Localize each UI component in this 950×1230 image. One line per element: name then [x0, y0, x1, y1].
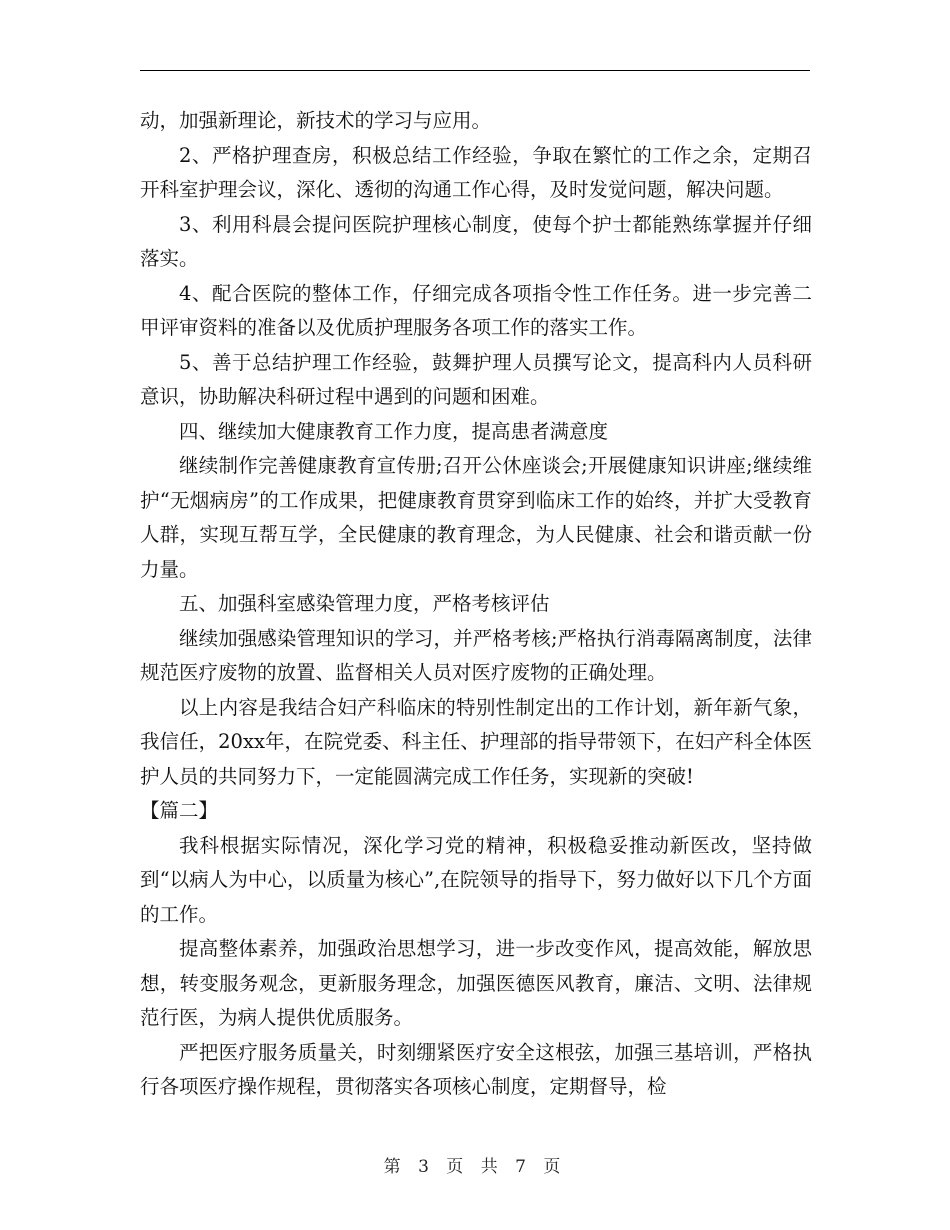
paragraph-item-2: 2、严格护理查房，积极总结工作经验，争取在繁忙的工作之余，定期召开科室护理会议，深化、透彻的沟通工作心得，及时发觉问题，解决问题。 — [140, 143, 812, 201]
paragraph-item-4: 4、配合医院的整体工作，仔细完成各项指令性工作任务。进一步完善二甲评审资料的准备以及优质护理服务各项工作的落实工作。 — [140, 281, 812, 339]
header-rule — [140, 70, 810, 71]
paragraph-health-education: 继续制作完善健康教育宣传册;召开公休座谈会;开展健康知识讲座;继续维护“无烟病房”的工作成果，把健康教育贯穿到临床工作的始终，并扩大受教育人群，实现互帮互学，全民健康的教育理念，为人民健康、社会和谐贡献一份力量。 — [140, 454, 812, 581]
paragraph-item-5: 5、善于总结护理工作经验，鼓舞护理人员撰写论文，提高科内人员科研意识，协助解决科研过程中遇到的问题和困难。 — [140, 350, 812, 408]
paragraph-item-3: 3、利用科晨会提问医院护理核心制度，使每个护士都能熟练掌握并仔细落实。 — [140, 212, 812, 270]
document-body — [140, 104, 812, 1105]
paragraph-conclusion: 以上内容是我结合妇产科临床的特别性制定出的工作计划，新年新气象，我信任，20xx年，在院党委、科主任、护理部的指导带领下，在妇产科全体医护人员的共同努力下，一定能圆满完成工作任务，实现新的突破! — [140, 695, 812, 788]
page-number-footer: 第 3 页 共 7 页 — [383, 1157, 567, 1177]
paragraph-infection-control: 继续加强感染管理知识的学习，并严格考核;严格执行消毒隔离制度，法律规范医疗废物的放置、监督相关人员对医疗废物的正确处理。 — [140, 626, 812, 684]
paragraph-service-quality: 严把医疗服务质量关，时刻绷紧医疗安全这根弦，加强三基培训，严格执行各项医疗操作规程，贯彻落实各项核心制度，定期督导，检 — [140, 1040, 812, 1098]
section-heading-4: 四、继续加大健康教育工作力度，提高患者满意度 — [179, 419, 609, 443]
part-two-label: 【篇二】 — [140, 799, 219, 822]
paragraph-quality-improvement: 提高整体素养，加强政治思想学习，进一步改变作风，提高效能，解放思想，转变服务观念，更新服务理念，加强医德医风教育，廉洁、文明、法律规范行医，为病人提供优质服务。 — [140, 937, 812, 1029]
paragraph-part-two-intro: 我科根据实际情况，深化学习党的精神，积极稳妥推动新医改，坚持做到“以病人为中心，以质量为核心”,在院领导的指导下，努力做好以下几个方面的工作。 — [140, 833, 812, 926]
paragraph-continuation: 动，加强新理论，新技术的学习与应用。 — [140, 109, 492, 132]
section-heading-5: 五、加强科室感染管理力度，严格考核评估 — [179, 592, 550, 615]
